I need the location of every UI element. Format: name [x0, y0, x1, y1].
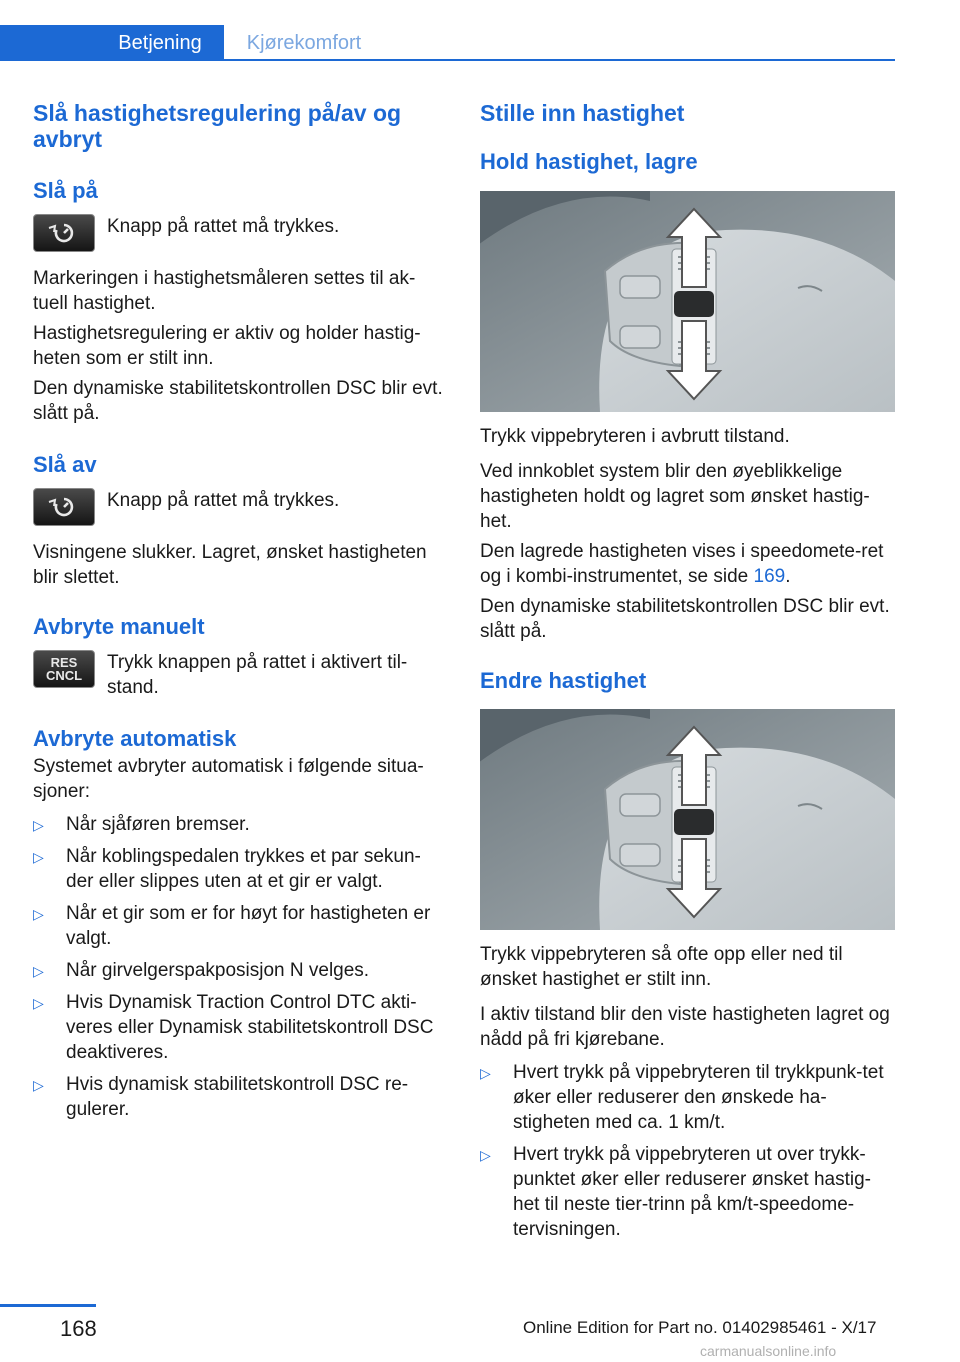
list-item: ▷ Hvert trykk på vippebryteren til trykkpunk-tet øker eller reduserer den ønskede ha-stigheten med ca. 1 km/t. [480, 1062, 884, 1133]
page-link-169[interactable]: 169 [753, 566, 786, 587]
list-item: ▷ Hvert trykk på vippebryteren ut over trykk-punktet øker eller reduserer ønsket hastig-het til neste tier-trinn på km/t-speedome-tervisningen. [480, 1144, 871, 1240]
caption-change: Trykk vippebryteren så ofte opp eller ned til ønsket hastighet er stilt inn. [480, 944, 843, 990]
para-on-2: Hastighetsregulering er aktiv og holder hastig-heten som er stilt inn. [33, 323, 421, 369]
page-number: 168 [60, 1316, 97, 1341]
para-on-1: Markeringen i hastighetsmåleren settes til ak-tuell hastighet. [33, 268, 416, 314]
para-change-1: I aktiv tilstand blir den viste hastigheten lagret og nådd på fri kjørebane. [480, 1004, 890, 1050]
heading-avbryte-automatisk: Avbryte automatisk [33, 726, 237, 751]
tab-betjening[interactable]: Betjening [96, 25, 224, 61]
bullet-triangle-icon: ▷ [480, 1065, 491, 1081]
cruise-control-icon [33, 488, 95, 526]
chapter-tabs [0, 25, 895, 61]
list-item: ▷ Når girvelgerspakposisjon N velges. [33, 958, 448, 983]
bullet-triangle-icon: ▷ [33, 995, 44, 1011]
bullet-triangle-icon: ▷ [33, 849, 44, 865]
list-item: ▷ Når koblingspedalen trykkes et par sekun-der eller slippes uten at et gir er valgt. [33, 846, 421, 892]
list-item: ▷ Når sjåføren bremser. [33, 812, 448, 837]
heading-avbryte-manuelt: Avbryte manuelt [33, 614, 205, 639]
cncl-label: CNCL [45, 668, 83, 683]
footer-rule [0, 1304, 96, 1307]
heading-sla-pa: Slå på [33, 178, 98, 203]
section-title-set-speed: Stille inn hastighet [480, 100, 685, 126]
right-column [480, 100, 895, 1242]
para-auto-intro: Systemet avbryter automatisk i følgende situa-sjoner: [33, 756, 424, 802]
para-off: Visningene slukker. Lagret, ønsket hastigheten blir slettet. [33, 542, 427, 588]
watermark: carmanualsonline.info [700, 1343, 837, 1359]
para-on-3: Den dynamiske stabilitetskontrollen DSC blir evt. slått på. [33, 378, 443, 424]
header-rule [0, 59, 895, 61]
list-item: ▷ Hvis Dynamisk Traction Control DTC akti-veres eller Dynamisk stabilitetskontroll DSC deaktiveres. [33, 992, 434, 1063]
steering-wheel-rocker-switch-photo [480, 709, 895, 930]
key-text-on: Knapp på rattet må trykkes. [107, 216, 340, 237]
para-hold-1: Ved innkoblet system blir den øyeblikkelige hastigheten holdt og lagret som ønsket hastig-het. [480, 461, 870, 532]
steering-wheel-rocker-switch-photo [480, 191, 895, 412]
para-hold-3: Den dynamiske stabilitetskontrollen DSC blir evt. slått på. [480, 596, 890, 642]
tab-accent-bar [0, 25, 96, 61]
list-item: ▷ Hvis dynamisk stabilitetskontroll DSC re-gulerer. [33, 1074, 409, 1120]
auto-cancel-list [33, 812, 448, 1122]
res-label: RES [50, 655, 78, 670]
key-text-manual: Trykk knappen på rattet i aktivert til-stand. [107, 652, 408, 698]
caption-hold: Trykk vippebryteren i avbrutt tilstand. [480, 426, 790, 447]
heading-sla-av: Slå av [33, 452, 97, 477]
list-item: ▷ Når et gir som er for høyt for hastigheten er valgt. [33, 903, 431, 949]
edition-text: Online Edition for Part no. 01402985461 - X/17 [523, 1318, 877, 1337]
heading-hold-hastighet: Hold hastighet, lagre [480, 149, 698, 174]
section-title-on-off: Slå hastighetsregulering på/av og avbryt [33, 100, 402, 152]
res-cncl-button-icon [33, 650, 95, 688]
left-column [33, 100, 448, 1122]
key-row-on [33, 214, 448, 252]
cruise-control-icon [33, 214, 95, 252]
bullet-triangle-icon: ▷ [33, 817, 44, 833]
para-hold-2: Den lagrede hastigheten vises i speedomete-ret og i kombi-instrumentet, se side 169. [480, 541, 884, 587]
key-row-off [33, 488, 448, 526]
bullet-triangle-icon: ▷ [33, 963, 44, 979]
change-list [480, 1060, 895, 1242]
tab-kjorekomfort[interactable]: Kjørekomfort [246, 32, 362, 54]
bullet-triangle-icon: ▷ [480, 1147, 491, 1163]
heading-endre-hastighet: Endre hastighet [480, 668, 647, 693]
bullet-triangle-icon: ▷ [33, 906, 44, 922]
key-text-off: Knapp på rattet må trykkes. [107, 490, 340, 511]
bullet-triangle-icon: ▷ [33, 1077, 44, 1093]
key-row-manual [33, 650, 448, 700]
